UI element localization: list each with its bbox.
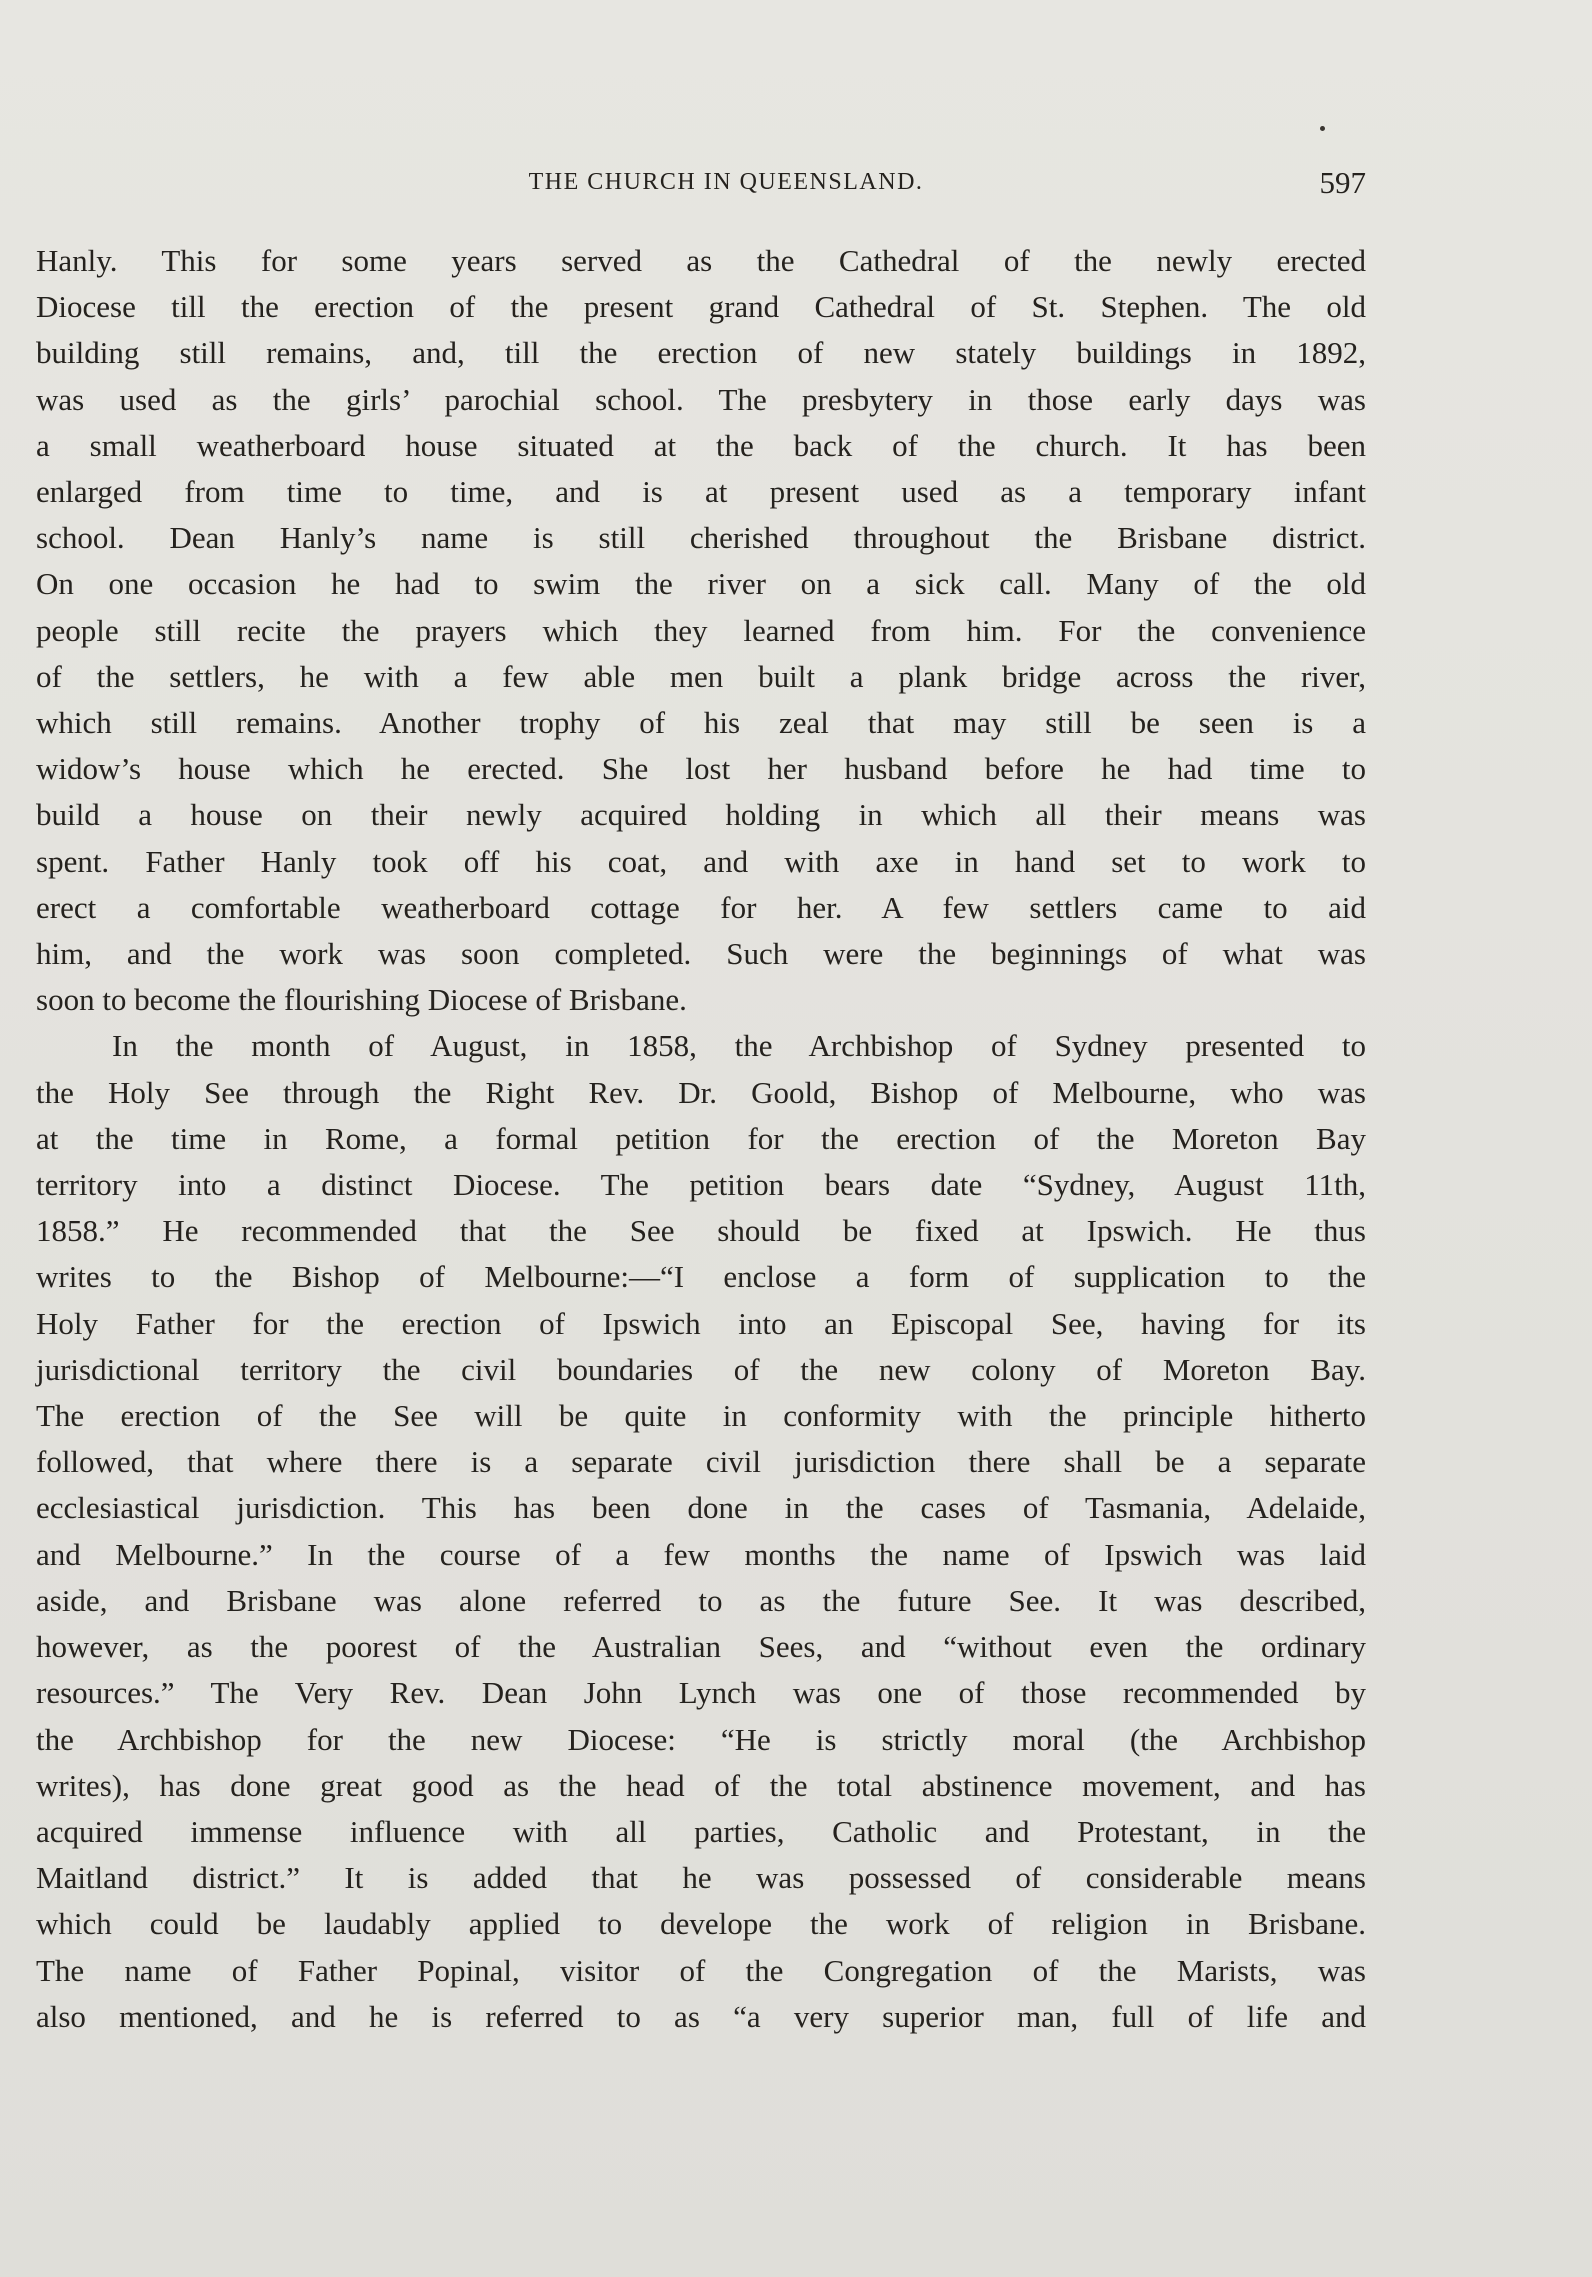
text-line: Diocese till the erection of the present grand Cathedral of St. Stephen. The old [36,289,1366,325]
text-line: of the settlers, he with a few able men built a plank bridge across the river, [36,658,1366,694]
text-line: the Holy See through the Right Rev. Dr. Goold, Bishop of Melbourne, who was [36,1074,1366,1110]
body-text [36,238,1366,2040]
text-line: build a house on their newly acquired holding in which all their means was [36,797,1366,833]
text-line: at the time in Rome, a formal petition for the erection of the Moreton Bay [36,1120,1366,1156]
text-line: widow’s house which he erected. She lost her husband before he had time to [36,751,1366,787]
text-line: people still recite the prayers which they learned from him. For the convenience [36,612,1366,648]
text-line: 1858.” He recommended that the See should be fixed at Ipswich. He thus [36,1213,1366,1249]
print-speck [1320,126,1325,131]
text-line: aside, and Brisbane was alone referred to as the future See. It was described, [36,1582,1366,1618]
text-line: building still remains, and, till the erection of new stately buildings in 1892, [36,335,1366,371]
text-line: the Archbishop for the new Diocese: “He is strictly moral (the Archbishop [36,1721,1366,1757]
text-line: On one occasion he had to swim the river on a sick call. Many of the old [36,566,1366,602]
text-line: writes), has done great good as the head of the total abstinence movement, and has [36,1767,1366,1803]
page-number: 597 [1319,165,1366,200]
text-line: enlarged from time to time, and is at present used as a temporary infant [36,474,1366,510]
text-line: jurisdictional territory the civil boundaries of the new colony of Moreton Bay. [36,1351,1366,1387]
text-line: The name of Father Popinal, visitor of the Congregation of the Marists, was [36,1952,1366,1988]
text-line: a small weatherboard house situated at the back of the church. It has been [36,427,1366,463]
text-line: resources.” The Very Rev. Dean John Lynch was one of those recommended by [36,1675,1366,1711]
text-line: Hanly. This for some years served as the Cathedral of the newly erected [36,243,1366,278]
text-line: ecclesiastical jurisdiction. This has been done in the cases of Tasmania, Adelaide, [36,1490,1366,1526]
text-line: him, and the work was soon completed. Such were the beginnings of what was [36,936,1366,972]
text-line: The erection of the See will be quite in conformity with the principle hitherto [36,1398,1366,1434]
text-line: territory into a distinct Diocese. The petition bears date “Sydney, August 11th, [36,1167,1366,1203]
paragraph-end-line: soon to become the flourishing Diocese of Brisbane. [36,982,687,1018]
text-line: writes to the Bishop of Melbourne:—“I enclose a form of supplication to the [36,1259,1366,1295]
text-line: Maitland district.” It is added that he was possessed of considerable means [36,1860,1366,1896]
paragraph-start-line: In the month of August, in 1858, the Archbishop of Sydney presented to [112,1028,1366,1064]
text-line: followed, that where there is a separate civil jurisdiction there shall be a separate [36,1444,1366,1480]
text-line: school. Dean Hanly’s name is still cherished throughout the Brisbane district. [36,520,1366,556]
text-line: however, as the poorest of the Australian Sees, and “without even the ordinary [36,1629,1366,1665]
text-line: erect a comfortable weatherboard cottage for her. A few settlers came to aid [36,889,1366,925]
text-line: which could be laudably applied to develope the work of religion in Brisbane. [36,1906,1366,1942]
text-line: Holy Father for the erection of Ipswich into an Episcopal See, having for its [36,1305,1366,1341]
text-line: which still remains. Another trophy of his zeal that may still be seen is a [36,705,1366,741]
running-title: THE CHURCH IN QUEENSLAND. [528,169,924,195]
text-line: was used as the girls’ parochial school. The presbytery in those early days was [36,381,1366,417]
text-line: and Melbourne.” In the course of a few months the name of Ipswich was laid [36,1536,1366,1572]
page-header [36,165,1366,205]
text-line: also mentioned, and he is referred to as “a very superior man, full of life and [36,1998,1366,2034]
text-line: spent. Father Hanly took off his coat, and with axe in hand set to work to [36,843,1366,879]
text-line: acquired immense influence with all parties, Catholic and Protestant, in the [36,1813,1366,1849]
